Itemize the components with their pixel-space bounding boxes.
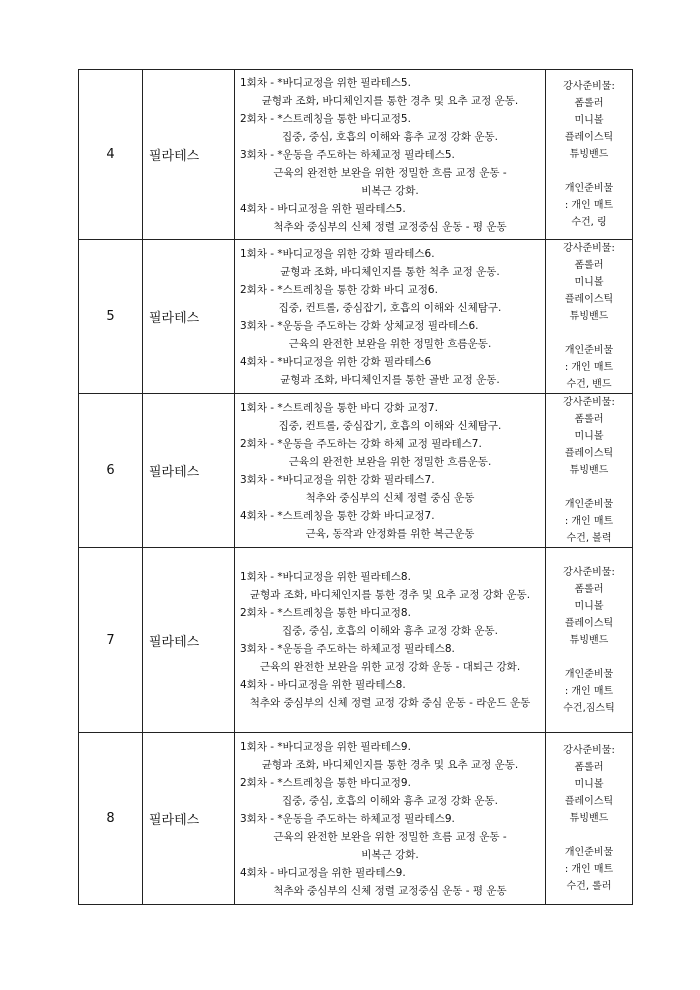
session-description: 집중, 중심, 호흡의 이해와 흉추 교정 강화 운동. (282, 130, 498, 143)
session-content-cell (235, 548, 546, 733)
session-title: 2회차 - *스트레칭을 통한 바디교정8. (240, 607, 411, 619)
table-row (79, 733, 633, 905)
session-description: 척추와 중심부의 신체 정렬 교정 강화 중심 운동 - 라운드 운동 (249, 697, 531, 709)
personal-material: : 개인 매트 (564, 362, 614, 373)
session-title: 2회차 - *스트레칭을 통한 바디교정9. (240, 776, 411, 789)
materials-spacer (546, 163, 632, 180)
materials-cell (546, 394, 633, 548)
curriculum-table-body (79, 70, 633, 905)
personal-material: 개인준비물 (564, 345, 614, 356)
table-row (79, 394, 633, 548)
materials-spacer (546, 325, 632, 342)
session-title: 3회차 - *운동을 주도하는 하체교정 필라테스8. (240, 643, 455, 655)
week-number: 4 (79, 70, 143, 240)
materials-spacer (546, 479, 632, 496)
subject-cell: 필라테스 (143, 548, 235, 733)
session-title: 4회차 - 바디교정을 위한 필라테스5. (240, 202, 406, 215)
table-row (79, 548, 633, 733)
instructor-material: 강사준비물: (563, 397, 615, 408)
table-row (79, 240, 633, 394)
session-title: 4회차 - 바디교정을 위한 필라테스9. (240, 866, 406, 879)
instructor-material: 강사준비물: (563, 243, 615, 254)
session-description: 근육의 완전한 보완을 위한 정밀한 흐름운동. (288, 455, 492, 468)
session-description: 척추와 중심부의 신체 정렬 교정중심 운동 - 평 운동 (273, 884, 507, 897)
personal-material: 개인준비물 (564, 499, 614, 510)
personal-material: 수건, 볼력 (566, 533, 612, 544)
session-title: 2회차 - *스트레칭을 통한 강화 바디 교정6. (240, 283, 438, 296)
session-title: 4회차 - *스트레칭을 통한 강화 바디교정7. (240, 509, 435, 522)
session-description: 집중, 중심, 호흡의 이해와 흉추 교정 강화 운동. (282, 625, 498, 637)
subject-cell: 필라테스 (143, 394, 235, 548)
session-title: 3회차 - *바디교정을 위한 강화 필라테스7. (240, 473, 435, 486)
session-title: 3회차 - *운동을 주도하는 하체교정 필라테스9. (240, 812, 455, 825)
instructor-material: 미니볼 (574, 277, 604, 288)
personal-material: : 개인 매트 (564, 864, 614, 875)
session-description: 균형과 조화, 바디체인지를 통한 경추 및 요추 교정 운동. (261, 758, 519, 771)
subject-cell: 필라테스 (143, 70, 235, 240)
subject-cell: 필라테스 (143, 240, 235, 394)
session-description: 비복근 강화. (361, 184, 419, 197)
session-description: 비복근 강화. (361, 848, 419, 861)
session-content-cell (235, 240, 546, 394)
session-description: 근육의 완전한 보완을 위한 교정 강화 운동 - 대퇴근 강화. (259, 661, 521, 673)
personal-material: 수건, 링 (571, 217, 607, 228)
week-number: 5 (79, 240, 143, 394)
subject-cell: 필라테스 (143, 733, 235, 905)
personal-material: : 개인 매트 (564, 516, 614, 527)
session-title: 3회차 - *운동을 주도하는 강화 상체교정 필라테스6. (240, 319, 479, 332)
instructor-material: 플레이스틱 (564, 448, 614, 459)
instructor-material: 플레이스틱 (564, 617, 614, 629)
personal-material: 개인준비물 (564, 847, 614, 858)
personal-material: : 개인 매트 (564, 200, 614, 211)
session-title: 4회차 - *바디교정을 위한 강화 필라테스6 (240, 355, 432, 368)
materials-cell (546, 70, 633, 240)
personal-material: 개인준비물 (564, 668, 614, 680)
curriculum-table (78, 69, 633, 905)
session-description: 근육의 완전한 보완을 위한 정밀한 흐름 교정 운동 - (273, 166, 507, 179)
session-description: 집중, 컨트롤, 중심잡기, 호흡의 이해와 신체탐구. (278, 301, 502, 314)
session-description: 척추와 중심부의 신체 정렬 교정중심 운동 - 평 운동 (273, 220, 507, 233)
instructor-material: 튜빙밴드 (569, 149, 609, 160)
personal-material: 개인준비물 (564, 183, 614, 194)
instructor-material: 플레이스틱 (564, 796, 614, 807)
instructor-material: 미니볼 (574, 779, 604, 790)
session-title: 2회차 - *운동을 주도하는 강화 하체 교정 필라테스7. (240, 437, 482, 450)
session-content-cell (235, 733, 546, 905)
session-content-cell (235, 70, 546, 240)
session-title: 3회차 - *운동을 주도하는 하체교정 필라테스5. (240, 148, 455, 161)
materials-cell (546, 548, 633, 733)
instructor-material: 폼롤러 (574, 414, 604, 425)
instructor-material: 미니볼 (574, 431, 604, 442)
materials-spacer (546, 827, 632, 844)
session-description: 균형과 조화, 바디체인지를 통한 경추 및 요추 교정 운동. (261, 94, 519, 107)
instructor-material: 미니볼 (574, 600, 604, 612)
session-title: 1회차 - *스트레칭을 통한 바디 강화 교정7. (240, 401, 438, 414)
session-description: 집중, 중심, 호흡의 이해와 흉추 교정 강화 운동. (282, 794, 498, 807)
instructor-material: 폼롤러 (574, 98, 604, 109)
session-title: 1회차 - *바디교정을 위한 강화 필라테스6. (240, 247, 435, 260)
instructor-material: 폼롤러 (574, 583, 604, 595)
week-number: 7 (79, 548, 143, 733)
session-description: 균형과 조화, 바디체인지를 통한 골반 교정 운동. (280, 373, 500, 386)
instructor-material: 튜빙밴드 (569, 813, 609, 824)
session-title: 1회차 - *바디교정을 위한 필라테스9. (240, 740, 411, 753)
instructor-material: 폼롤러 (574, 762, 604, 773)
personal-material: 수건,짐스틱 (563, 702, 615, 714)
materials-cell (546, 240, 633, 394)
instructor-material: 폼롤러 (574, 260, 604, 271)
instructor-material: 강사준비물: (563, 81, 615, 92)
session-title: 1회차 - *바디교정을 위한 필라테스5. (240, 76, 411, 89)
session-title: 4회차 - 바디교정을 위한 필라테스8. (240, 679, 406, 691)
personal-material: 수건, 밴드 (566, 379, 612, 390)
week-number: 6 (79, 394, 143, 548)
session-description: 집중, 컨트롤, 중심잡기, 호흡의 이해와 신체탐구. (278, 419, 502, 432)
table-row (79, 70, 633, 240)
session-title: 2회차 - *스트레칭을 통한 바디교정5. (240, 112, 411, 125)
session-description: 근육, 동작과 안정화를 위한 복근운동 (305, 527, 475, 540)
instructor-material: 튜빙밴드 (569, 311, 609, 322)
materials-cell (546, 733, 633, 905)
instructor-material: 미니볼 (574, 115, 604, 126)
personal-material: : 개인 매트 (564, 685, 614, 697)
instructor-material: 튜빙밴드 (569, 634, 609, 646)
session-description: 균형과 조화, 바디체인지를 통한 경추 및 요추 교정 강화 운동. (249, 589, 531, 601)
instructor-material: 플레이스틱 (564, 132, 614, 143)
session-description: 근육의 완전한 보완을 위한 정밀한 흐름 교정 운동 - (273, 830, 507, 843)
session-description: 척추와 중심부의 신체 정렬 중심 운동 (305, 491, 475, 504)
week-number: 8 (79, 733, 143, 905)
session-description: 근육의 완전한 보완을 위한 정밀한 흐름운동. (288, 337, 492, 350)
instructor-material: 강사준비물: (563, 745, 615, 756)
materials-spacer (546, 649, 632, 666)
instructor-material: 플레이스틱 (564, 294, 614, 305)
session-content-cell (235, 394, 546, 548)
session-title: 1회차 - *바디교정을 위한 필라테스8. (240, 571, 411, 583)
personal-material: 수건, 롤러 (566, 881, 612, 892)
session-description: 균형과 조화, 바디체인지를 통한 척추 교정 운동. (280, 265, 500, 278)
instructor-material: 튜빙밴드 (569, 465, 609, 476)
instructor-material: 강사준비물: (563, 566, 615, 578)
